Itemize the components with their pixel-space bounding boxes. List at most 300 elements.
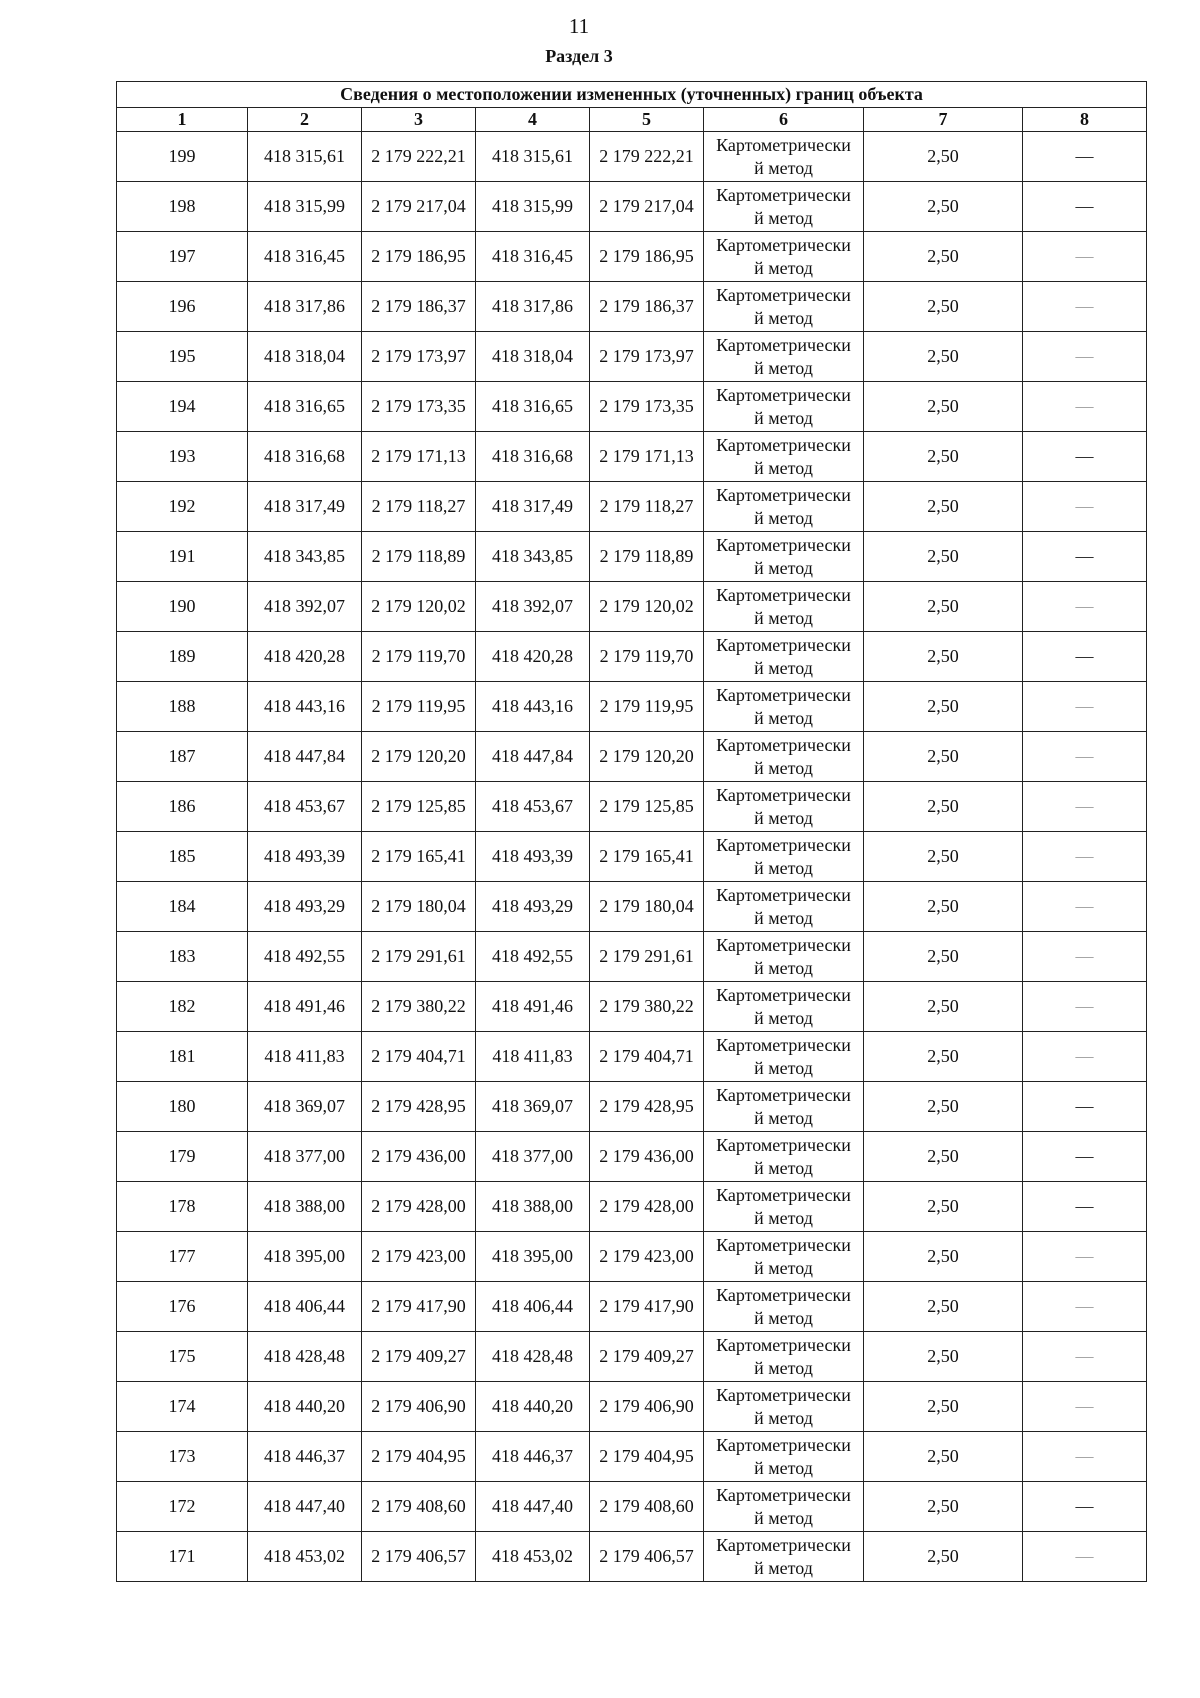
y-old-cell: 2 179 409,27 (362, 1332, 476, 1382)
column-number-3: 3 (362, 108, 476, 132)
method-line-2: й метод (754, 707, 813, 728)
note-dash: — (1075, 896, 1094, 916)
x-new-cell: 418 420,28 (476, 632, 590, 682)
x-new-cell: 418 317,49 (476, 482, 590, 532)
x-new-cell: 418 369,07 (476, 1082, 590, 1132)
point-number-cell: 199 (117, 132, 248, 182)
note-cell (1023, 1082, 1147, 1132)
x-new-cell: 418 406,44 (476, 1282, 590, 1332)
accuracy-cell: 2,50 (864, 382, 1023, 432)
note-cell (1023, 782, 1147, 832)
y-old-cell: 2 179 125,85 (362, 782, 476, 832)
table-row (117, 232, 1147, 282)
method-line-2: й метод (754, 307, 813, 328)
y-new-cell: 2 179 417,90 (590, 1282, 704, 1332)
method-cell (704, 1132, 864, 1182)
accuracy-cell: 2,50 (864, 1132, 1023, 1182)
table-row (117, 582, 1147, 632)
y-old-cell: 2 179 408,60 (362, 1482, 476, 1532)
note-dash: — (1075, 546, 1094, 566)
y-new-cell: 2 179 291,61 (590, 932, 704, 982)
method-line-2: й метод (754, 457, 813, 478)
table-row (117, 982, 1147, 1032)
point-number-cell: 184 (117, 882, 248, 932)
note-dash: — (1075, 646, 1094, 666)
note-dash: — (1075, 1496, 1094, 1516)
x-new-cell: 418 377,00 (476, 1132, 590, 1182)
method-cell (704, 482, 864, 532)
accuracy-cell: 2,50 (864, 982, 1023, 1032)
method-cell (704, 582, 864, 632)
note-cell (1023, 832, 1147, 882)
accuracy-cell: 2,50 (864, 782, 1023, 832)
x-old-cell: 418 369,07 (248, 1082, 362, 1132)
note-cell (1023, 1232, 1147, 1282)
method-cell (704, 1082, 864, 1132)
method-line-2: й метод (754, 757, 813, 778)
note-dash: — (1075, 1246, 1094, 1266)
method-cell (704, 832, 864, 882)
method-line-1: Картометрически (716, 1384, 851, 1405)
method-line-1: Картометрически (716, 1234, 851, 1255)
y-new-cell: 2 179 180,04 (590, 882, 704, 932)
x-new-cell: 418 492,55 (476, 932, 590, 982)
table-body (117, 132, 1147, 1582)
point-number-cell: 190 (117, 582, 248, 632)
method-line-1: Картометрически (716, 784, 851, 805)
x-new-cell: 418 491,46 (476, 982, 590, 1032)
method-line-1: Картометрически (716, 434, 851, 455)
y-old-cell: 2 179 173,97 (362, 332, 476, 382)
method-line-2: й метод (754, 1007, 813, 1028)
method-cell (704, 932, 864, 982)
point-number-cell: 181 (117, 1032, 248, 1082)
y-old-cell: 2 179 380,22 (362, 982, 476, 1032)
note-dash: — (1075, 196, 1094, 216)
method-cell (704, 1432, 864, 1482)
method-line-1: Картометрически (716, 684, 851, 705)
y-new-cell: 2 179 408,60 (590, 1482, 704, 1532)
x-old-cell: 418 316,65 (248, 382, 362, 432)
method-line-1: Картометрически (716, 234, 851, 255)
x-new-cell: 418 388,00 (476, 1182, 590, 1232)
point-number-cell: 186 (117, 782, 248, 832)
method-line-2: й метод (754, 557, 813, 578)
x-old-cell: 418 315,61 (248, 132, 362, 182)
point-number-cell: 188 (117, 682, 248, 732)
accuracy-cell: 2,50 (864, 182, 1023, 232)
point-number-cell: 198 (117, 182, 248, 232)
method-line-2: й метод (754, 157, 813, 178)
y-old-cell: 2 179 406,90 (362, 1382, 476, 1432)
note-cell (1023, 682, 1147, 732)
y-old-cell: 2 179 119,95 (362, 682, 476, 732)
method-line-1: Картометрически (716, 584, 851, 605)
y-old-cell: 2 179 119,70 (362, 632, 476, 682)
y-old-cell: 2 179 186,95 (362, 232, 476, 282)
point-number-cell: 195 (117, 332, 248, 382)
accuracy-cell: 2,50 (864, 832, 1023, 882)
column-number-2: 2 (248, 108, 362, 132)
method-cell (704, 732, 864, 782)
x-new-cell: 418 447,84 (476, 732, 590, 782)
accuracy-cell: 2,50 (864, 432, 1023, 482)
method-line-2: й метод (754, 407, 813, 428)
point-number-cell: 180 (117, 1082, 248, 1132)
method-cell (704, 1232, 864, 1282)
method-line-1: Картометрически (716, 1334, 851, 1355)
method-line-1: Картометрически (716, 984, 851, 1005)
y-old-cell: 2 179 436,00 (362, 1132, 476, 1182)
point-number-cell: 193 (117, 432, 248, 482)
x-new-cell: 418 440,20 (476, 1382, 590, 1432)
note-dash: — (1075, 1146, 1094, 1166)
method-line-2: й метод (754, 1307, 813, 1328)
x-old-cell: 418 440,20 (248, 1382, 362, 1432)
table-row (117, 1432, 1147, 1482)
y-old-cell: 2 179 417,90 (362, 1282, 476, 1332)
y-new-cell: 2 179 406,57 (590, 1532, 704, 1582)
table-row (117, 632, 1147, 682)
page-number: 11 (568, 14, 590, 38)
accuracy-cell: 2,50 (864, 632, 1023, 682)
method-line-1: Картометрически (716, 1034, 851, 1055)
method-cell (704, 382, 864, 432)
accuracy-cell: 2,50 (864, 932, 1023, 982)
point-number-cell: 185 (117, 832, 248, 882)
x-old-cell: 418 411,83 (248, 1032, 362, 1082)
method-line-2: й метод (754, 857, 813, 878)
note-dash: — (1075, 346, 1094, 366)
y-old-cell: 2 179 180,04 (362, 882, 476, 932)
accuracy-cell: 2,50 (864, 132, 1023, 182)
note-dash: — (1075, 796, 1094, 816)
method-line-1: Картометрически (716, 134, 851, 155)
method-cell (704, 1482, 864, 1532)
table-row (117, 832, 1147, 882)
method-cell (704, 532, 864, 582)
table-row (117, 1232, 1147, 1282)
table-row (117, 482, 1147, 532)
table-row (117, 882, 1147, 932)
method-cell (704, 682, 864, 732)
x-old-cell: 418 316,45 (248, 232, 362, 282)
note-dash: — (1075, 1296, 1094, 1316)
y-new-cell: 2 179 222,21 (590, 132, 704, 182)
y-old-cell: 2 179 120,02 (362, 582, 476, 632)
table-row (117, 1382, 1147, 1432)
note-cell (1023, 1182, 1147, 1232)
accuracy-cell: 2,50 (864, 1232, 1023, 1282)
point-number-cell: 187 (117, 732, 248, 782)
x-old-cell: 418 317,49 (248, 482, 362, 532)
x-old-cell: 418 316,68 (248, 432, 362, 482)
method-line-2: й метод (754, 1207, 813, 1228)
x-new-cell: 418 316,68 (476, 432, 590, 482)
note-dash: — (1075, 1096, 1094, 1116)
accuracy-cell: 2,50 (864, 1332, 1023, 1382)
point-number-cell: 178 (117, 1182, 248, 1232)
point-number-cell: 196 (117, 282, 248, 332)
x-old-cell: 418 388,00 (248, 1182, 362, 1232)
method-line-2: й метод (754, 1057, 813, 1078)
accuracy-cell: 2,50 (864, 682, 1023, 732)
x-old-cell: 418 315,99 (248, 182, 362, 232)
x-new-cell: 418 317,86 (476, 282, 590, 332)
note-dash: — (1075, 446, 1094, 466)
note-cell (1023, 932, 1147, 982)
method-cell (704, 132, 864, 182)
accuracy-cell: 2,50 (864, 282, 1023, 332)
y-old-cell: 2 179 428,95 (362, 1082, 476, 1132)
y-new-cell: 2 179 120,20 (590, 732, 704, 782)
point-number-cell: 173 (117, 1432, 248, 1482)
method-cell (704, 1032, 864, 1082)
x-new-cell: 418 453,67 (476, 782, 590, 832)
method-line-2: й метод (754, 357, 813, 378)
method-line-2: й метод (754, 907, 813, 928)
y-old-cell: 2 179 165,41 (362, 832, 476, 882)
x-old-cell: 418 453,67 (248, 782, 362, 832)
note-cell (1023, 182, 1147, 232)
method-line-2: й метод (754, 807, 813, 828)
x-old-cell: 418 395,00 (248, 1232, 362, 1282)
note-dash: — (1075, 496, 1094, 516)
x-new-cell: 418 315,99 (476, 182, 590, 232)
note-cell (1023, 132, 1147, 182)
note-dash: — (1075, 1346, 1094, 1366)
note-dash: — (1075, 596, 1094, 616)
y-new-cell: 2 179 119,95 (590, 682, 704, 732)
note-dash: — (1075, 1446, 1094, 1466)
y-new-cell: 2 179 409,27 (590, 1332, 704, 1382)
method-cell (704, 632, 864, 682)
y-new-cell: 2 179 428,95 (590, 1082, 704, 1132)
method-cell (704, 782, 864, 832)
x-old-cell: 418 446,37 (248, 1432, 362, 1482)
note-cell (1023, 732, 1147, 782)
y-old-cell: 2 179 171,13 (362, 432, 476, 482)
y-old-cell: 2 179 118,27 (362, 482, 476, 532)
note-dash: — (1075, 1196, 1094, 1216)
note-dash: — (1075, 746, 1094, 766)
x-old-cell: 418 317,86 (248, 282, 362, 332)
accuracy-cell: 2,50 (864, 1282, 1023, 1332)
note-cell (1023, 1482, 1147, 1532)
note-cell (1023, 1032, 1147, 1082)
accuracy-cell: 2,50 (864, 332, 1023, 382)
x-new-cell: 418 443,16 (476, 682, 590, 732)
method-line-1: Картометрически (716, 184, 851, 205)
note-cell (1023, 582, 1147, 632)
note-cell (1023, 282, 1147, 332)
accuracy-cell: 2,50 (864, 482, 1023, 532)
y-old-cell: 2 179 186,37 (362, 282, 476, 332)
x-old-cell: 418 447,84 (248, 732, 362, 782)
accuracy-cell: 2,50 (864, 582, 1023, 632)
x-old-cell: 418 420,28 (248, 632, 362, 682)
method-line-1: Картометрически (716, 1184, 851, 1205)
accuracy-cell: 2,50 (864, 732, 1023, 782)
x-old-cell: 418 493,29 (248, 882, 362, 932)
y-new-cell: 2 179 173,35 (590, 382, 704, 432)
method-line-1: Картометрически (716, 284, 851, 305)
y-new-cell: 2 179 404,95 (590, 1432, 704, 1482)
note-cell (1023, 1432, 1147, 1482)
point-number-cell: 192 (117, 482, 248, 532)
method-line-2: й метод (754, 257, 813, 278)
y-old-cell: 2 179 217,04 (362, 182, 476, 232)
method-line-2: й метод (754, 207, 813, 228)
method-line-1: Картометрически (716, 1284, 851, 1305)
y-old-cell: 2 179 423,00 (362, 1232, 476, 1282)
table-row (117, 732, 1147, 782)
table-row (117, 1132, 1147, 1182)
note-dash: — (1075, 396, 1094, 416)
x-new-cell: 418 392,07 (476, 582, 590, 632)
y-new-cell: 2 179 436,00 (590, 1132, 704, 1182)
note-cell (1023, 1332, 1147, 1382)
y-old-cell: 2 179 404,95 (362, 1432, 476, 1482)
y-new-cell: 2 179 380,22 (590, 982, 704, 1032)
y-new-cell: 2 179 404,71 (590, 1032, 704, 1082)
x-new-cell: 418 395,00 (476, 1232, 590, 1282)
method-line-1: Картометрически (716, 1134, 851, 1155)
x-new-cell: 418 343,85 (476, 532, 590, 582)
method-line-1: Картометрически (716, 634, 851, 655)
x-old-cell: 418 447,40 (248, 1482, 362, 1532)
accuracy-cell: 2,50 (864, 1382, 1023, 1432)
point-number-cell: 179 (117, 1132, 248, 1182)
method-cell (704, 982, 864, 1032)
column-number-4: 4 (476, 108, 590, 132)
method-cell (704, 182, 864, 232)
table-row (117, 1082, 1147, 1132)
note-cell (1023, 1382, 1147, 1432)
x-new-cell: 418 493,29 (476, 882, 590, 932)
note-dash: — (1075, 846, 1094, 866)
method-line-2: й метод (754, 1557, 813, 1578)
x-new-cell: 418 315,61 (476, 132, 590, 182)
x-old-cell: 418 406,44 (248, 1282, 362, 1332)
method-line-2: й метод (754, 1357, 813, 1378)
column-number-8: 8 (1023, 108, 1147, 132)
method-cell (704, 882, 864, 932)
note-cell (1023, 482, 1147, 532)
x-old-cell: 418 428,48 (248, 1332, 362, 1382)
method-line-2: й метод (754, 657, 813, 678)
note-cell (1023, 232, 1147, 282)
table-row (117, 382, 1147, 432)
x-new-cell: 418 453,02 (476, 1532, 590, 1582)
note-dash: — (1075, 246, 1094, 266)
table-row (117, 1032, 1147, 1082)
note-cell (1023, 1282, 1147, 1332)
table-row (117, 532, 1147, 582)
x-new-cell: 418 493,39 (476, 832, 590, 882)
note-cell (1023, 882, 1147, 932)
accuracy-cell: 2,50 (864, 1082, 1023, 1132)
table-row (117, 682, 1147, 732)
x-old-cell: 418 453,02 (248, 1532, 362, 1582)
x-old-cell: 418 443,16 (248, 682, 362, 732)
method-line-1: Картометрически (716, 884, 851, 905)
method-line-1: Картометрически (716, 334, 851, 355)
method-cell (704, 1282, 864, 1332)
x-new-cell: 418 428,48 (476, 1332, 590, 1382)
point-number-cell: 176 (117, 1282, 248, 1332)
note-cell (1023, 532, 1147, 582)
accuracy-cell: 2,50 (864, 882, 1023, 932)
note-dash: — (1075, 946, 1094, 966)
method-cell (704, 1332, 864, 1382)
accuracy-cell: 2,50 (864, 1532, 1023, 1582)
table-row (117, 182, 1147, 232)
note-cell (1023, 632, 1147, 682)
method-line-1: Картометрически (716, 1434, 851, 1455)
method-line-1: Картометрически (716, 1534, 851, 1555)
method-cell (704, 1382, 864, 1432)
point-number-cell: 191 (117, 532, 248, 582)
accuracy-cell: 2,50 (864, 232, 1023, 282)
table-row (117, 132, 1147, 182)
method-cell (704, 432, 864, 482)
x-new-cell: 418 316,65 (476, 382, 590, 432)
method-line-2: й метод (754, 1407, 813, 1428)
note-dash: — (1075, 1546, 1094, 1566)
point-number-cell: 175 (117, 1332, 248, 1382)
x-new-cell: 418 318,04 (476, 332, 590, 382)
table-row (117, 332, 1147, 382)
y-new-cell: 2 179 186,95 (590, 232, 704, 282)
y-new-cell: 2 179 217,04 (590, 182, 704, 232)
y-new-cell: 2 179 118,27 (590, 482, 704, 532)
table-caption: Сведения о местоположении измененных (уточненных) границ объекта (117, 82, 1147, 108)
x-old-cell: 418 392,07 (248, 582, 362, 632)
method-line-2: й метод (754, 1507, 813, 1528)
column-number-7: 7 (864, 108, 1023, 132)
x-new-cell: 418 447,40 (476, 1482, 590, 1532)
note-cell (1023, 332, 1147, 382)
method-line-1: Картометрически (716, 834, 851, 855)
y-new-cell: 2 179 173,97 (590, 332, 704, 382)
accuracy-cell: 2,50 (864, 1032, 1023, 1082)
method-line-2: й метод (754, 957, 813, 978)
y-old-cell: 2 179 120,20 (362, 732, 476, 782)
method-line-1: Картометрически (716, 384, 851, 405)
y-old-cell: 2 179 428,00 (362, 1182, 476, 1232)
y-old-cell: 2 179 118,89 (362, 532, 476, 582)
x-old-cell: 418 491,46 (248, 982, 362, 1032)
method-cell (704, 1182, 864, 1232)
method-line-2: й метод (754, 1107, 813, 1128)
y-new-cell: 2 179 171,13 (590, 432, 704, 482)
method-cell (704, 232, 864, 282)
x-new-cell: 418 446,37 (476, 1432, 590, 1482)
column-number-5: 5 (590, 108, 704, 132)
section-title: Раздел 3 (545, 46, 613, 66)
method-line-2: й метод (754, 1257, 813, 1278)
method-cell (704, 1532, 864, 1582)
y-new-cell: 2 179 423,00 (590, 1232, 704, 1282)
method-line-1: Картометрически (716, 484, 851, 505)
accuracy-cell: 2,50 (864, 1182, 1023, 1232)
y-old-cell: 2 179 222,21 (362, 132, 476, 182)
x-new-cell: 418 411,83 (476, 1032, 590, 1082)
y-new-cell: 2 179 406,90 (590, 1382, 704, 1432)
method-line-1: Картометрически (716, 1084, 851, 1105)
accuracy-cell: 2,50 (864, 1432, 1023, 1482)
